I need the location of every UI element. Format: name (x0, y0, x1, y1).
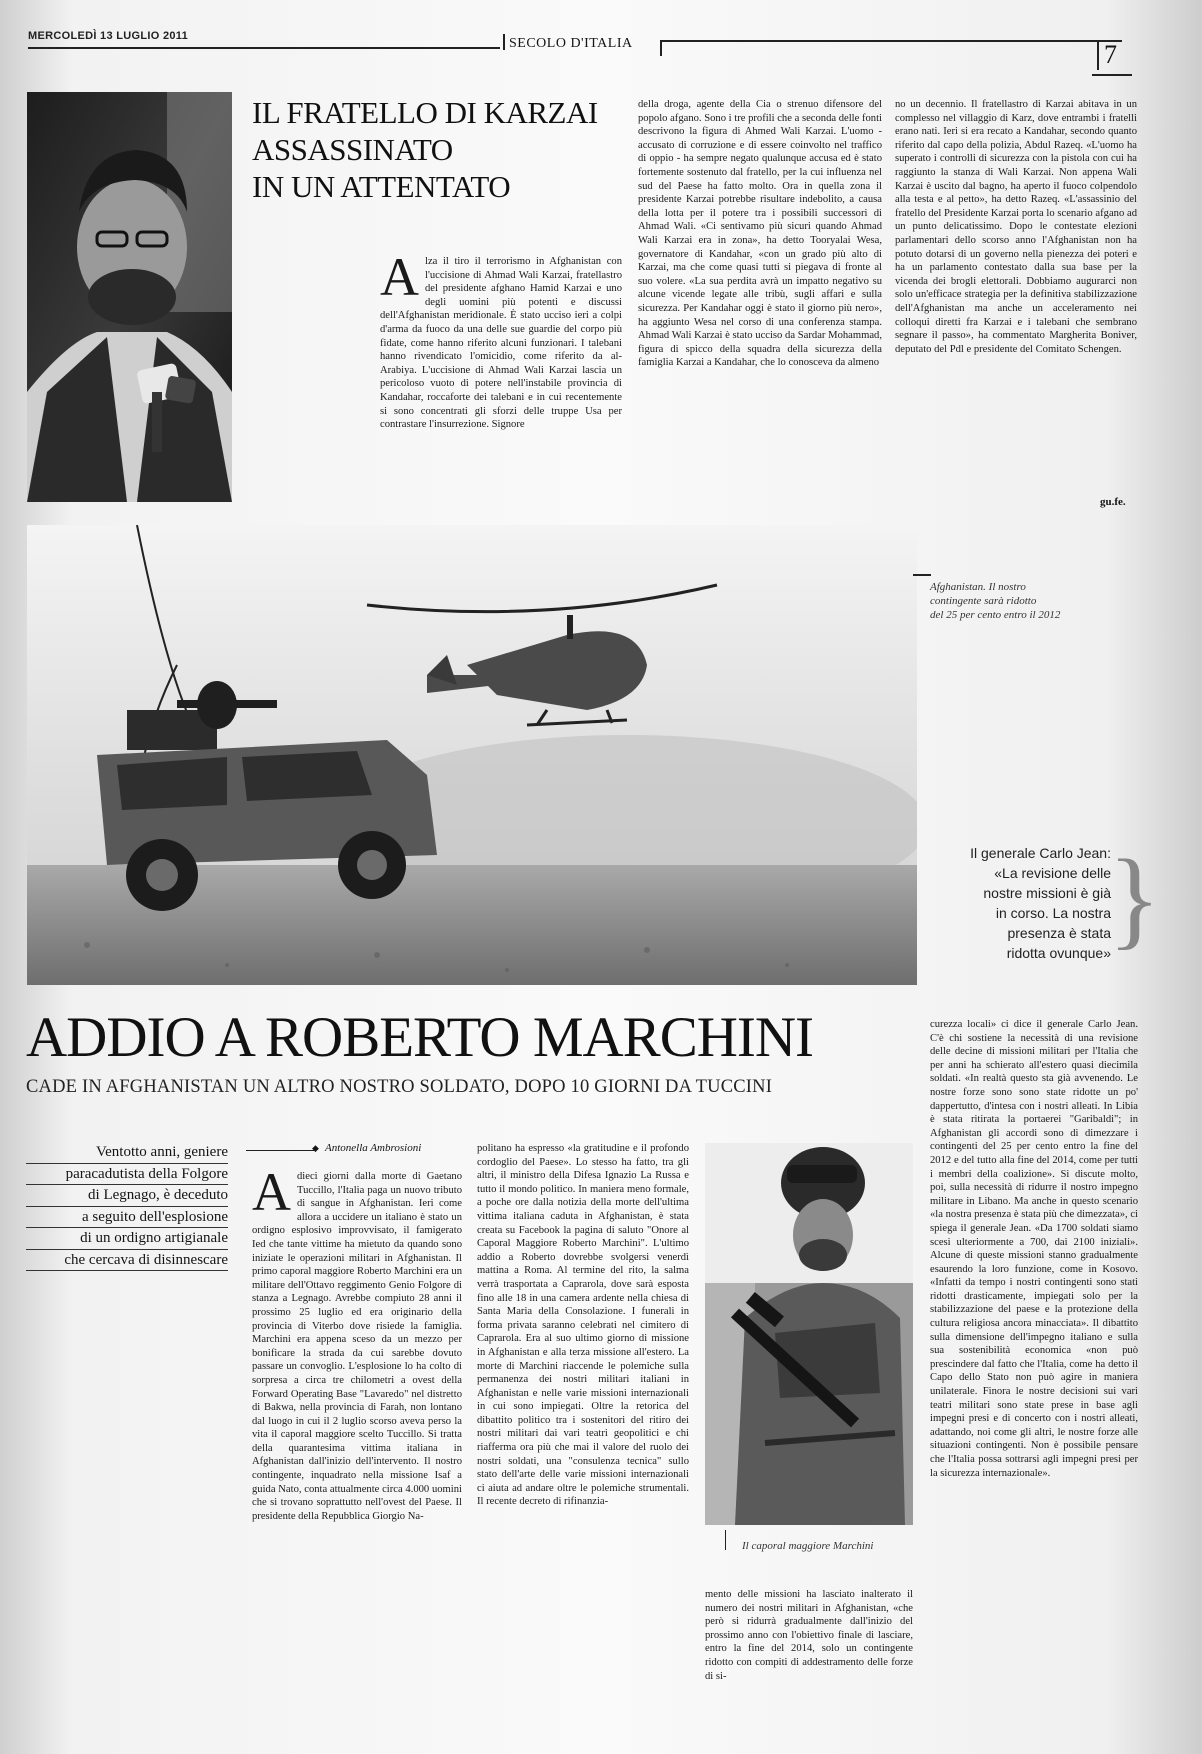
header-date: MERCOLEDÌ 13 LUGLIO 2011 (28, 30, 189, 42)
pull-quote-line-6: ridotta ovunque» (1006, 945, 1111, 961)
karzai-signature: gu.fe. (1100, 496, 1126, 508)
karzai-article-col-1 (380, 255, 622, 505)
page-number-underline (1092, 74, 1132, 76)
marchini-body-1: dieci giorni dalla morte di Gaetano Tuccillo, l'Italia paga un nuovo tributo di sangue in Afghanistan. Ieri come allora a uccidere un italiano è stato un ordigno esplosivo improvvisato, il famigerato Ied che tante vittime ha mietuto da quando sono iniziate le operazioni militari in Afghanistan. Il primo caporal maggiore Roberto Marchini era un militare dell'Ottavo reggimento Genio Folgore di stanza a Legnago. Avrebbe compiuto 28 anni il prossimo 25 luglio ed era originario della provincia di Viterbo dove risiede la famiglia. Marchini era appena sceso da un mezzo per bonificare la strada da cui sarebbe dovuto passare un convoglio. L'esplosione lo ha colto di sorpresa a circa tre chilometri a ovest della Forward Operating Base "Lavaredo" nel distretto di Bakwa, nella provincia di Farah, non lontano dal luogo in cui il 2 luglio scorso aveva perso la vita il caporal maggiore scelto Tuccillo. Si tratta della quarantesima vittima italiana in Afghanistan dall'inizio dell'intervento. Il nostro contingente, inquadrato nella missione Isaf a guida Nato, conta attualmente circa 4.000 uomini che si trovano soprattutto nell'ovest del Paese. Il presidente della Repubblica Giorgio Na- (252, 1171, 462, 1522)
karzai-headline-line-2: ASSASSINATO (252, 132, 453, 167)
karzai-article-col-3 (895, 98, 1137, 496)
page-number: 7 (1104, 40, 1117, 69)
photo-caption-line-2: contingente sarà ridotto (930, 595, 1037, 607)
marchini-article-col-4 (930, 1018, 1138, 1728)
header-tick-left (503, 34, 505, 50)
soldier-caption: Il caporal maggiore Marchini (742, 1540, 874, 1552)
karzai-headline-line-1: IL FRATELLO DI KARZAI (252, 95, 598, 130)
soldier-caption-rule (725, 1530, 726, 1550)
karzai-body-3: no un decennio. Il fratellastro di Karzai abitava in un complesso nel villaggio di Karz, dove entrambi i fratelli erano nati. Ieri si era recato a Kandahar, secondo quanto riferito dal capo della polizia, Abdul Razeq. «L'uomo ha superato i controlli di sicurezza con la pistola con cui ha raggiunto la stanza di Wali Karzai. Non appena Wali Karzai è uscito dal bagno, ha aperto il fuoco colpendolo alla testa e al petto», ha detto Razeq. «L'assassinio del fratello del Presidente Karzai porta lo scenario afgano ad un punto delicatissimo. Dopo le contestate elezioni parlamentari dello scorso anno l'Afghanistan non ha potuto dotarsi di un governo nella pienezza dei poteri e ha un parlamento contestato dalla sua base per la vicenda dei brogli elettorali. Dobbiamo augurarci non solo un'efficace strategia per la definitiva stabilizzazione dell'Afghanistan ma anche un acceleramento nei colloqui diretti fra Karzai e i talebani che sembrano segnare il passo», ha commentato Margherita Boniver, deputato del Pdl e presidente del Comitato Schengen. (895, 99, 1137, 355)
marchini-sidebar (26, 1142, 228, 1271)
marchini-body-4: curezza locali» ci dice il generale Carlo Jean. C'è chi sostiene la necessità di una revisione delle decine di missioni militari per l'Italia che per anni ha schierato all'estero quasi diecimila soldati. «In realtà questo sta già avvenendo. Le nostre forze sono sono state ridotte un po' dappertutto, d'intesa con i nostri alleati. In Libia è stata ritirata la portaerei "Garibaldi"; in Afghanistan gli accordi sono di dimezzare i contingenti del 25 per cento entro la fine del 2012 e del tutto alla fine del 2014, come per tutti i membri della coalizione». Si discute molto, poi, sulla necessità di ridurre il nostro impegno militare in Libano. Ma anche in questo scenario «la nostra presenza è stata più che dimezzata», ci spiega il generale Jean. «Da 1700 soldati siamo scesi ulteriormente a 700, dai 2100 iniziali». Alcune di queste missioni stanno gradualmente esaurendo la loro funzione, come in Kosovo. «Infatti da tempo i nostri contingenti sono stati ridotti drasticamente, impiegati solo per la stabilizzazione del paese e la protezione della cultura religiosa ancora minacciata». Il dibattito sulla dimensione dell'impegno italiano e sulla sua sostenibilità economica «non può prescindere dal fatto che l'Italia, come ha detto il Capo dello Stato non può agire in maniera unilaterale. Finora le nostre decisioni sui vari teatri militari sono state prese in base agli impegni presi e di concerto con i nostri alleati, adattando, noi come gli altri, le nostre forze alle situazioni contingenti. Non è possibile pensare che l'Italia possa sottrarsi agli impegni presi per la sicurezza internazionale». (930, 1019, 1138, 1479)
header-rule-right (660, 40, 1122, 42)
sidebar-line-4: a seguito dell'esplosione (26, 1207, 228, 1229)
header-tick-right (660, 40, 662, 56)
photo-caption-rule (913, 574, 931, 576)
photo-caption (930, 580, 1060, 622)
marchini-byline: Antonella Ambrosioni (325, 1142, 422, 1154)
header-rule-left (28, 47, 500, 49)
pull-quote-line-1: Il generale Carlo Jean: (970, 845, 1111, 861)
marchini-body-2: politano ha espresso «la gratitudine e il profondo cordoglio del Paese». Lo stesso ha fatto, tra gli altri, il ministro della Difesa Ignazio La Russa e tutto il mondo politico. In maniera meno formale, a poche ore dalla notizia della morte dell'ultima vittima italiana caduta in Afghanistan, è stata creata su Facebook la pagina di saluto "Onore al Caporal Maggiore Roberto Marchini". L'ultimo addio a Roberto dovrebbe svolgersi venerdì mattina a Roma. Al termine del rito, la salma verrà trasportata a Caprarola, dove sarà esposta fino alle 18 in una camera ardente nella chiesa di Santa Maria della Consolazione. I funerali in forma privata saranno celebrati nel cimitero di Caprarola. Era al suo ultimo giorno di missione in Afghanistan e alla terza missione all'estero. La morte di Marchini riaccende le polemiche sulla permanenza dei nostri militari italiani in Afghanistan e nelle varie missioni internazionali in cui sono impiegati. Oltre la retorica del dibattito politico tra i sostenitori del ritiro dei nostri militari dai vari teatri geopolitici e chi riafferma ora più che mai il valore del ruolo dei nostri soldati, una "consulenza tecnica" sullo stato dell'arte delle varie missioni internazionali ci aiuta ad andare oltre le polemiche strumentali. Il recente decreto di rifinanzia- (477, 1143, 689, 1508)
sidebar-line-6: che cercava di disinnescare (26, 1250, 228, 1272)
byline-diamond-icon: ◆ (312, 1143, 319, 1153)
karzai-article-col-2 (638, 98, 882, 506)
pull-quote (924, 843, 1111, 963)
marchini-subheadline: CADE IN AFGHANISTAN UN ALTRO NOSTRO SOLDATO, DOPO 10 GIORNI DA TUCCINI (26, 1077, 773, 1097)
pull-quote-line-5: presenza è stata (1007, 925, 1111, 941)
sidebar-line-3: di Legnago, è deceduto (26, 1185, 228, 1207)
photo-caption-line-1: Afghanistan. Il nostro (930, 581, 1026, 593)
marchini-article-col-2 (477, 1142, 689, 1728)
karzai-body-2: della droga, agente della Cia o strenuo difensore del popolo afgano. Sono i tre profili che a seconda delle fonti descrivono la figura di Ahmed Wali Karzai. L'uomo - accusato di corruzione e di essere coinvolto nel traffico di oppio - ha sempre negato qualunque accusa ed è stato fortemente sostenuto dal fratello, per la cui influenza nel sud del Paese ha fatto molto. Ora in quella zona il presidente Karzai potrebbe risultare indebolito, a causa della lotta per il potere tra i possibili successori di Ahmad Wali. «Ci sentivamo più sicuri quando Ahmad Wali Karzai era in zona», ha detto Tooryalai Wesa, governatore di Kandahar, «con un grado più alto di Karzai, ma che come quasi tutti si piegava di fronte al suo volere. «La sua perdita avrà un impatto negativo su alcune vicende legate alle tribù, sugli affari e sulla sicurezza. Per Kandahar oggi è stato il giorno più nero», ha aggiunto Wesa nel corso di una conferenza stampa. Ahmad Wali Karzai è stato ucciso da Sardar Mohammad, figura di spicco della squadra della sicurezza della famiglia Karzai a Kandahar, che lo conosceva da almeno (638, 99, 882, 369)
photo-caption-line-3: del 25 per cento entro il 2012 (930, 609, 1061, 621)
pull-quote-line-3: nostre missioni è già (983, 885, 1111, 901)
marchini-body-3: mento delle missioni ha lasciato inalterato il numero dei nostri militari in Afghanistan, «che però si ridurrà gradualmente dall'inizio del prossimo anno con l'obiettivo finale di lasciare, entro la fine del 2014, solo un contingente ridotto con compiti di addestramento delle forze di si- (705, 1589, 913, 1682)
marchini-headline: ADDIO A ROBERTO MARCHINI (26, 1006, 813, 1069)
marchini-article-col-3 (705, 1588, 913, 1728)
karzai-headline (252, 94, 598, 205)
afghanistan-vehicle-helicopter-photo (27, 525, 917, 985)
marchini-drop-cap: A (252, 1170, 291, 1222)
karzai-body-1: lza il tiro il terrorismo in Afghanistan con l'uccisione di Ahmad Wali Karzai, fratellastro del presidente afghano Hamid Karzai e uno degli uomini più potenti e discussi dell'Afghanistan meridionale. È stato ucciso ieri a colpi d'arma da fuoco da una delle sue guardie del corpo più fidate, come hanno riferito alcuni funzionari. I talebani hanno rivendicato l'omicidio, come riferito da al-Arabiya. L'uccisione di Ahmad Wali Karzai lascia un pericoloso vuoto di potere nell'instabile provincia di Kandahar, roccaforte dei talebani e in cui recentemente si sono concentrati gli sforzi delle truppe Usa per contrastare l'insurrezione. Signore (380, 256, 622, 431)
pull-quote-line-2: «La revisione delle (994, 865, 1111, 881)
header-paper-name: SECOLO D'ITALIA (509, 36, 633, 51)
karzai-portrait (27, 92, 232, 502)
byline-rule (246, 1150, 314, 1151)
sidebar-line-5: di un ordigno artigianale (26, 1228, 228, 1250)
karzai-drop-cap: A (380, 255, 419, 307)
karzai-headline-line-3: IN UN ATTENTATO (252, 169, 511, 204)
pull-quote-line-4: in corso. La nostra (995, 905, 1111, 921)
marchini-article-col-1 (252, 1170, 462, 1728)
header-tick-page (1097, 40, 1099, 70)
sidebar-line-2: paracadutista della Folgore (26, 1164, 228, 1186)
pull-quote-brace-icon: } (1108, 837, 1161, 959)
sidebar-line-1: Ventotto anni, geniere (26, 1142, 228, 1164)
soldier-portrait (705, 1143, 913, 1525)
